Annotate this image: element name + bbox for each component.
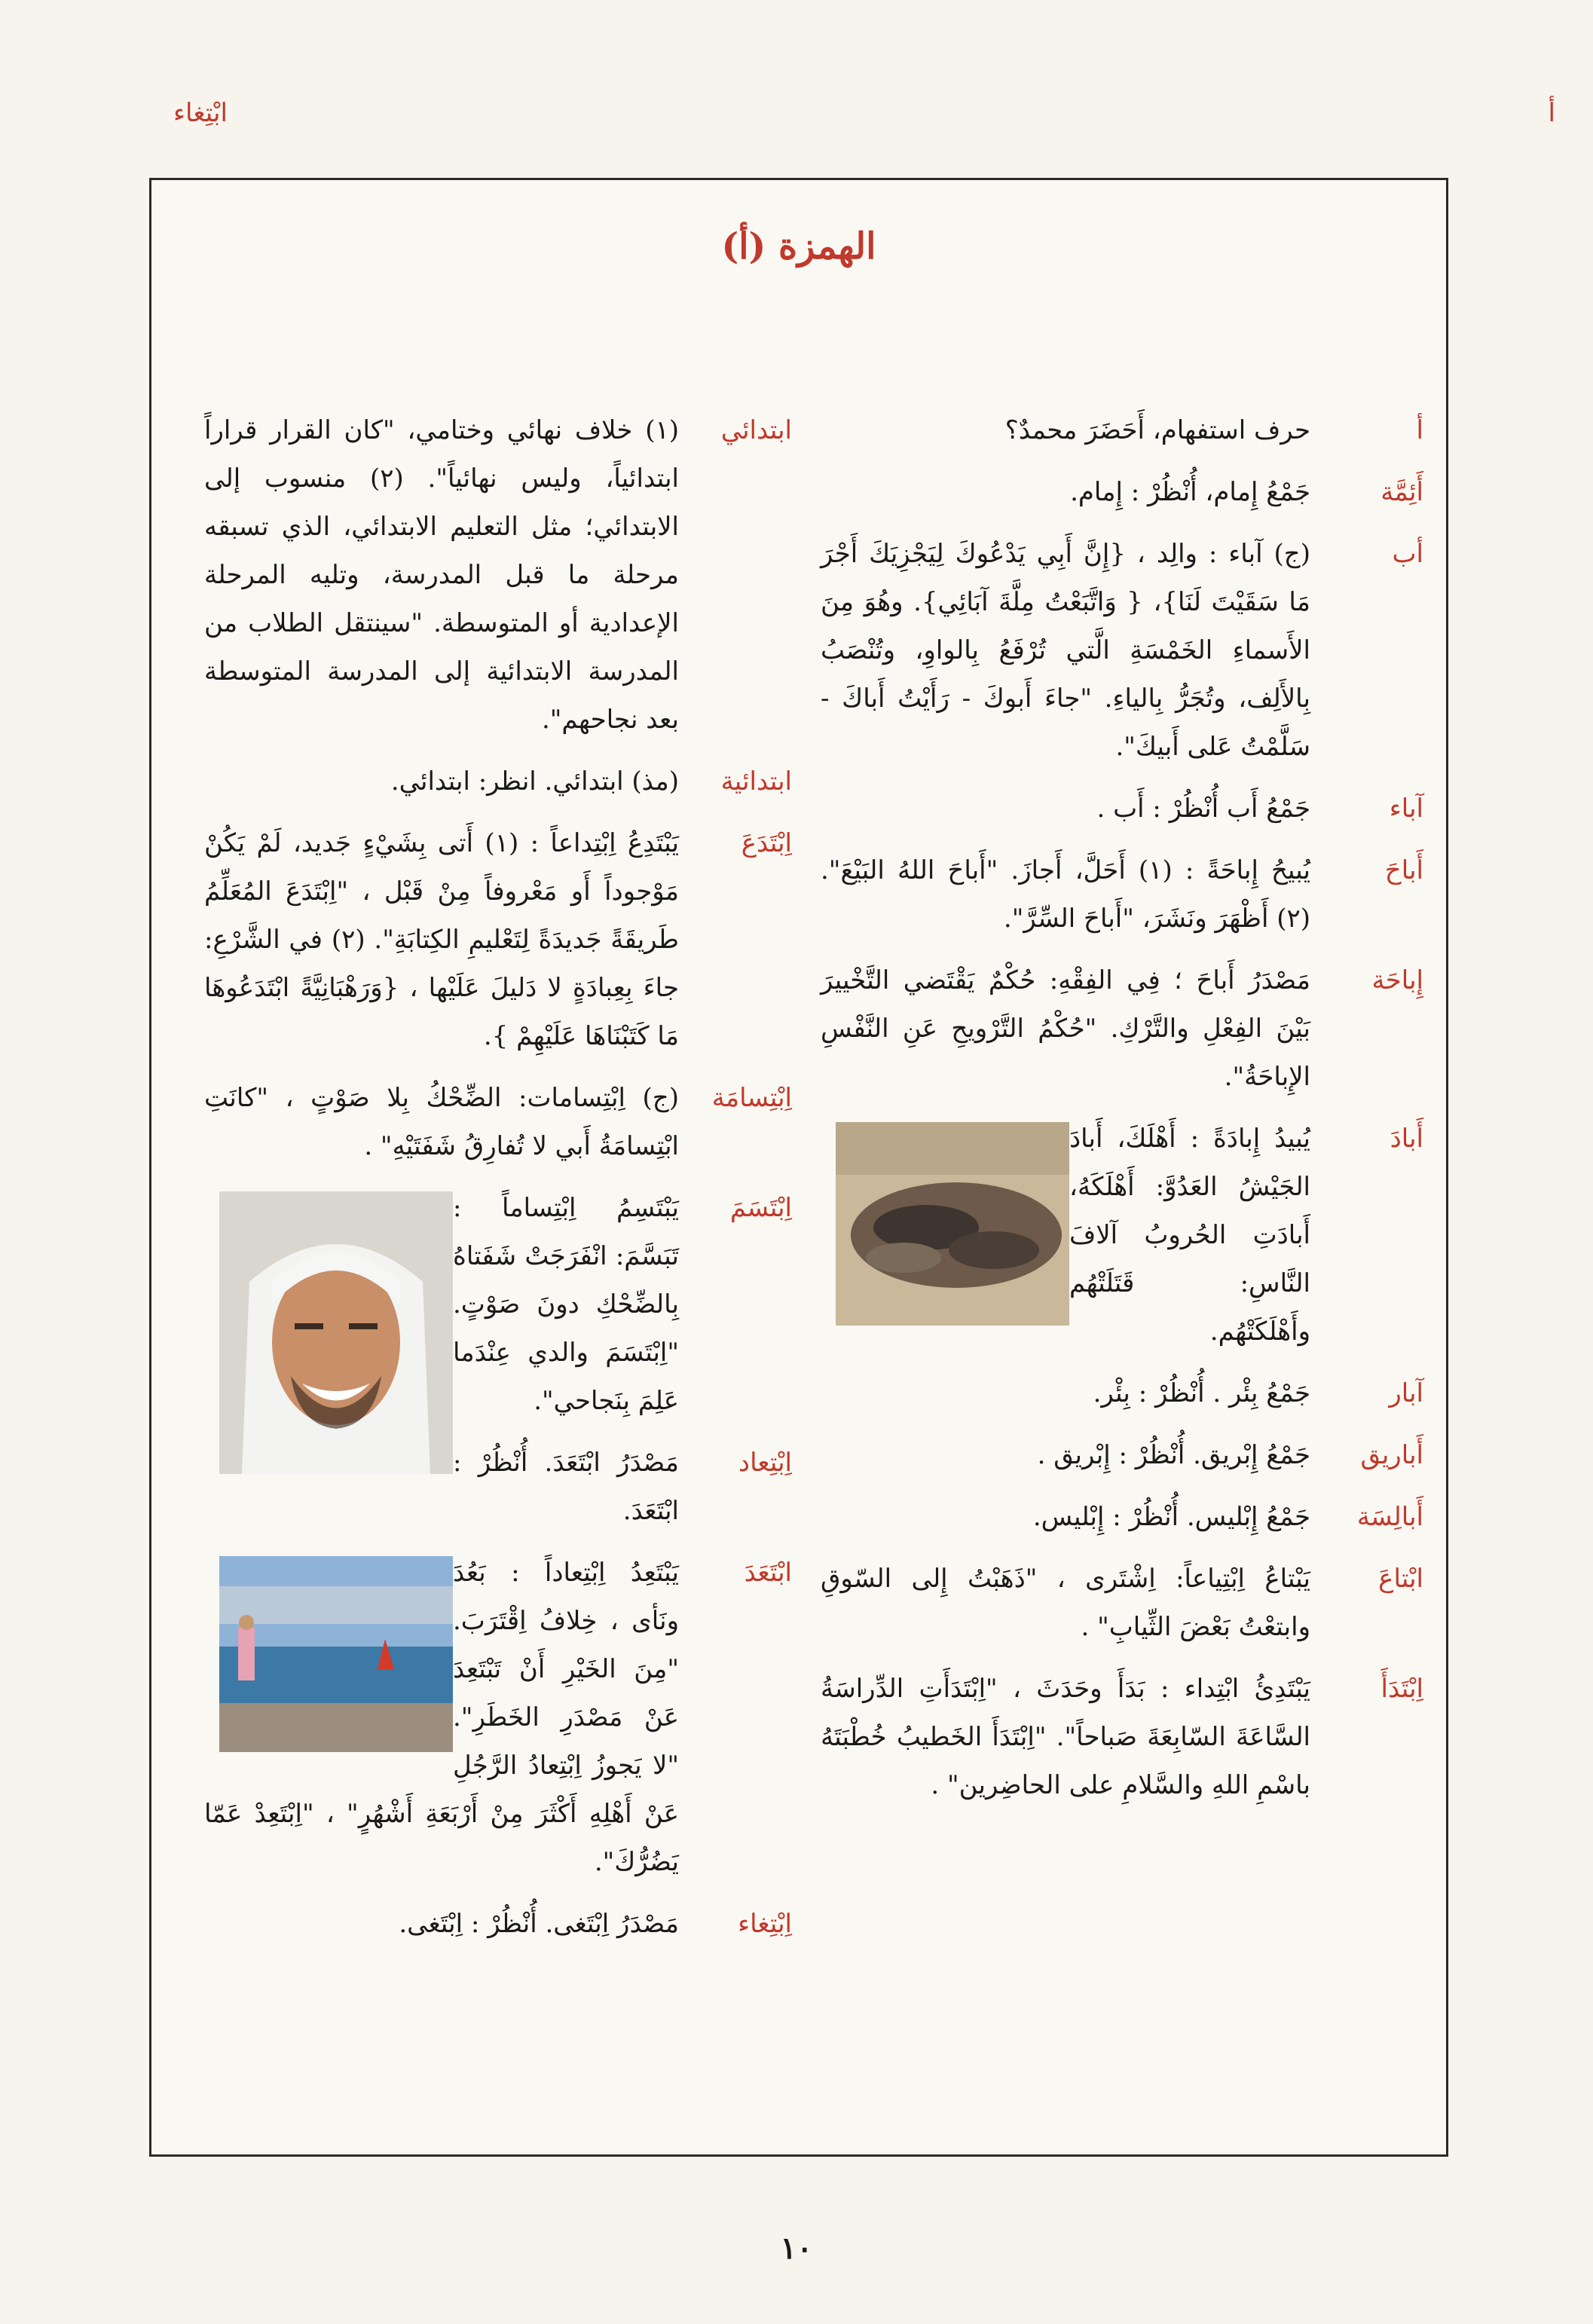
definition-text: جَمْعُ بِئْر . أُنْظُرْ : بِئْر. — [1093, 1378, 1310, 1408]
definition — [204, 1074, 679, 1170]
definition-text: جَمْعُ إِبْليس. أُنْظُرْ : إِبْليس. — [1032, 1502, 1310, 1532]
dictionary-entry — [204, 1549, 792, 1886]
definition-text: (ج) آباء : والِد ، {إِنَّ أَبِي يَدْعُوكَ لِيَجْزِيَكَ أَجْرَ مَا سَقَيْتَ لَنَا}، { وَاتَّبَعْتُ مِلَّةَ آبَائِي}. وهُوَ مِنَ الأَسماءِ الخَمْسَةِ الَّتي تُرْفَعُ بِالواوِ، وتُنْصَبُ بِالأَلِف، وتُجَرُّ بِالياءِ. "جاءَ أَبوكَ - رَأَيْتُ أَباكَ - سَلَّمْتُ عَلى أَبيكَ". — [821, 539, 1310, 762]
dictionary-entry — [821, 1369, 1423, 1417]
definition — [821, 1115, 1310, 1356]
headword: اِبْتَدَعَ — [741, 828, 792, 858]
dictionary-entry — [821, 406, 1423, 454]
dictionary-entry — [821, 1431, 1423, 1479]
dictionary-entry — [204, 1439, 792, 1535]
definition-text: حرف استفهام، أَحَضَرَ محمدٌ؟ — [1004, 415, 1310, 445]
definition — [821, 468, 1310, 516]
dictionary-entry — [204, 1074, 792, 1170]
dictionary-entry — [821, 1665, 1423, 1809]
dictionary-frame — [149, 178, 1448, 2157]
definition — [821, 956, 1310, 1101]
dictionary-entry — [821, 846, 1423, 943]
dictionary-entry — [821, 1493, 1423, 1541]
right-column — [821, 406, 1423, 1823]
headword: ابْتاعَ — [1378, 1564, 1423, 1594]
illustration — [219, 1556, 453, 1752]
definition-text: يَبْتاعُ اِبْتِياعاً: اِشْتَرى ، "ذَهَبْتُ إِلى السّوقِ وابتعْتُ بَعْضَ الثِّيابِ" . — [821, 1564, 1310, 1642]
definition — [821, 406, 1310, 454]
seaside-photo — [219, 1556, 453, 1752]
definition — [204, 757, 679, 806]
headword: أَباريق — [1360, 1440, 1423, 1470]
dictionary-entry — [821, 956, 1423, 1101]
headword: إِباحَة — [1371, 965, 1423, 995]
headword: آبار — [1389, 1378, 1423, 1408]
dictionary-entry — [204, 757, 792, 806]
definition — [204, 819, 679, 1060]
definition — [204, 1184, 679, 1425]
definition-text: (ج) اِبْتِسامات: الضِّحْكُ بِلا صَوْتٍ ، "كانَتِ ابْتِسامَةُ أَبي لا تُفارِقُ شَفَتَيْهِ" . — [204, 1083, 679, 1161]
dictionary-entry — [821, 1555, 1423, 1651]
dictionary-entry — [204, 1184, 792, 1425]
definition — [821, 1369, 1310, 1417]
smiling-man-photo — [219, 1191, 453, 1474]
headword: أَبالِسَة — [1356, 1502, 1423, 1532]
dictionary-entry — [821, 530, 1423, 771]
dictionary-entry — [821, 784, 1423, 833]
page-header — [173, 98, 1555, 143]
definition-text: يَبْتَسِمُ اِبْتِساماً : تَبَسَّمَ: انْفَرَجَتْ شَفَتاهُ بِالضِّحْكِ دونَ صَوْتٍ. "اِبْتَسَمَ والدي عِنْدَما عَلِمَ بِنَجاحي". — [453, 1193, 679, 1416]
headword: أ — [1416, 415, 1423, 445]
dictionary-entry — [821, 468, 1423, 516]
headword: اِبْتِغاء — [738, 1909, 792, 1939]
illustration — [836, 1122, 1069, 1326]
headword: اِبْتِعاد — [738, 1448, 792, 1478]
definition — [821, 1555, 1310, 1651]
headword: أب — [1392, 539, 1423, 569]
dictionary-entry — [821, 1115, 1423, 1356]
definition — [204, 1549, 679, 1886]
headword: أَئِمَّة — [1380, 477, 1423, 507]
definition — [821, 784, 1310, 833]
definition — [204, 406, 679, 744]
definition — [821, 1431, 1310, 1479]
headword: اِبْتَدَأَ — [1380, 1674, 1423, 1704]
headword: آباء — [1389, 794, 1423, 824]
headword: اِبْتِسامَة — [711, 1083, 792, 1113]
definition — [821, 1665, 1310, 1809]
definition-text: مَصْدَرُ اِبْتَغى. أُنْظُرْ : اِبْتَغى. — [399, 1909, 679, 1939]
headword: اِبْتَسَمَ — [729, 1193, 792, 1223]
definition — [204, 1900, 679, 1948]
definition-text: (مذ) ابتدائي. انظر: ابتدائي. — [390, 766, 679, 797]
definition — [821, 846, 1310, 943]
dictionary-entry — [204, 1900, 792, 1948]
headword: أَباحَ — [1384, 855, 1423, 885]
definition — [204, 1439, 679, 1535]
definition-text: جَمْعُ أَب أُنْظُرْ : أَب . — [1096, 794, 1310, 824]
definition-text: يَبْتَدِئُ ابْتِداء : بَدَأَ وحَدَثَ ، "اِبْتَدَأَتِ الدِّراسَةُ السَّاعَةَ السّابِعَةَ صَباحاً". "اِبْتَدَأَ الخَطيبُ خُطْبَتَهُ باسْمِ اللهِ والسَّلامِ على الحاضِرين" . — [821, 1674, 1310, 1800]
dictionary-entry — [204, 406, 792, 744]
definition — [821, 1493, 1310, 1541]
headword: أَبادَ — [1390, 1124, 1423, 1154]
definition-text: مَصْدَرُ ابْتَعَدَ. أُنْظُرْ : ابْتَعَدَ. — [453, 1448, 679, 1526]
running-head-word: ابْتِغاء — [173, 98, 228, 128]
headword: ابْتَعَدَ — [744, 1558, 792, 1588]
illustration — [219, 1191, 453, 1474]
running-head-letter: أ — [1548, 98, 1555, 128]
definition-text: يَبْتَعِدُ اِبْتِعاداً : بَعُدَ ونَأى ، خِلافُ اِقْتَرَبَ. "مِنَ الخَيْرِ أَنْ تَبْتَعِدَ عَنْ مَصْدَرِ الخَطَرِ". "لا يَجوزُ اِبْتِعادُ الرَّجُلِ عَنْ أَهْلِهِ أَكْثَرَ مِنْ أَرْبَعَةِ أَشْهُرٍ" ، "اِبْتَعِدْ عَمّا يَضُرُّكَ". — [204, 1558, 679, 1877]
section-title: الهمزة (أ) — [721, 225, 876, 268]
definition-text: (١) خلاف نهائي وختامي، "كان القرار قراراً ابتدائياً، وليس نهائياً". (٢) منسوب إلى الابتدائي؛ مثل التعليم الابتدائي، الذي تسبقه مرحلة ما قبل المدرسة، وتليه المرحلة الإعدادية أو المتوسطة. "سينتقل الطلاب من المدرسة الابتدائية إلى المدرسة المتوسطة بعد نجاحهم". — [204, 415, 679, 735]
headword: ابتدائية — [720, 766, 792, 797]
definition-text: يُبيدُ إِبادَةً : أَهْلَكَ، أَبادَ الجَيْشُ العَدُوَّ: أَهْلَكَهُ، أَبادَتِ الحُروبُ آلافَ النَّاسِ: قَتَلَتْهُم وأَهْلَكَتْهُم. — [1069, 1124, 1310, 1347]
definition-text: جَمْعُ إِبْريق. أُنْظُرْ : إِبْريق . — [1037, 1440, 1310, 1470]
dictionary-entry — [204, 819, 792, 1060]
definition — [821, 530, 1310, 771]
page-number: ١٠ — [780, 2231, 813, 2266]
definition-text: جَمْعُ إِمام، أُنْظُرْ : إِمام. — [1070, 477, 1310, 507]
definition-text: مَصْدَرُ أَباحَ ؛ فِي الفِقْهِ: حُكْمٌ يَقْتَضي التَّخْييرَ بَيْنَ الفِعْلِ والتَّرْكِ. "حُكْمُ التَّرْويحِ عَنِ النَّفْسِ الإِباحَةُ". — [821, 965, 1310, 1092]
definition-text: يَبْتَدِعُ اِبْتِداعاً : (١) أَتى بِشَيْءٍ جَديد، لَمْ يَكُنْ مَوْجوداً أَو مَعْروفاً مِنْ قَبْل ، "اِبْتَدَعَ المُعَلِّمُ طَريقَةً جَديدَةً لِتَعْليمِ الكِتابَةِ". (٢) في الشَّرْعِ: جاءَ بِعِبادَةٍ لا دَليلَ عَلَيْها ، {وَرَهْبَانِيَّةً ابْتَدَعُوهَا مَا كَتَبْنَاهَا عَلَيْهِمْ }. — [204, 828, 679, 1051]
definition-text: يُبيحُ إِباحَةً : (١) أَحَلَّ، أَجازَ. "أَباحَ اللهُ البَيْعَ". (٢) أَظْهَرَ ونَشَرَ، "أَباحَ السِّرَّ". — [821, 855, 1310, 934]
left-column — [204, 406, 792, 1962]
battlefield-photo — [836, 1122, 1069, 1326]
headword: ابتدائي — [720, 415, 792, 445]
